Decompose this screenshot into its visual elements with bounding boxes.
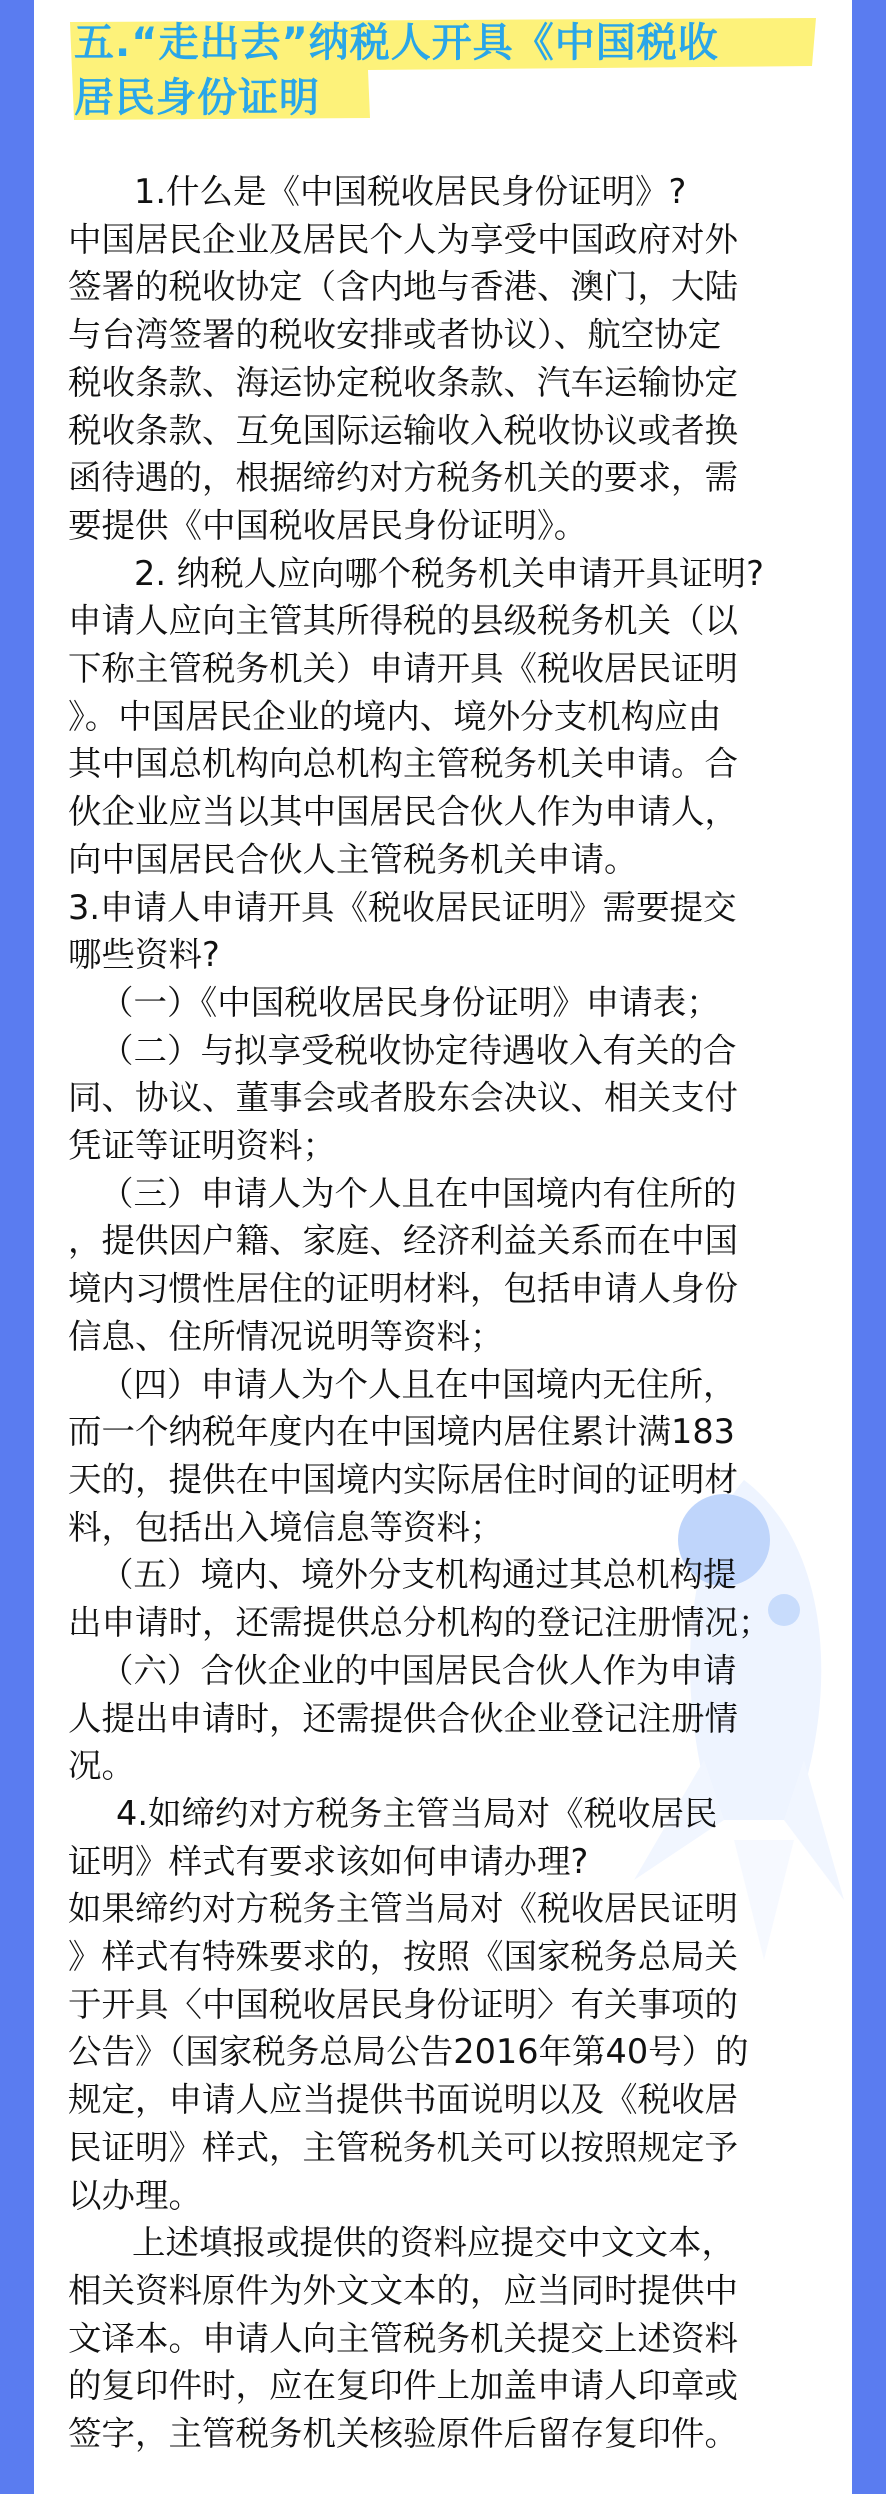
text-line: 而一个纳税年度内在中国境内居住累计满183: [68, 1412, 735, 1452]
text-line: 如果缔约对方税务主管当局对《税收居民证明: [68, 1889, 738, 1929]
list-item: （三）申请人为个人且在中国境内有住所的: [100, 1173, 737, 1213]
text-line: 签署的税收协定（含内地与香港、澳门，大陆: [68, 267, 738, 307]
heading-line-1: 五.“走出去”纳税人开具《中国税收: [74, 20, 719, 66]
section-heading: [68, 14, 848, 126]
text-line: 函待遇的，根据缔约对方税务机关的要求，需: [68, 458, 738, 498]
heading-line-2: 居民身份证明: [74, 75, 320, 121]
text-line: 相关资料原件为外文文本的，应当同时提供中: [68, 2270, 738, 2310]
text-line: 出申请时，还需提供总分机构的登记注册情况；: [68, 1603, 772, 1643]
list-item: （五）境内、境外分支机构通过其总机构提: [100, 1555, 737, 1595]
text-line: 哪些资料?: [68, 935, 220, 975]
text-line: 要提供《中国税收居民身份证明》。: [68, 505, 588, 545]
text-line: 的复印件时，应在复印件上加盖申请人印章或: [68, 2366, 738, 2406]
text-line: 人提出申请时，还需提供合伙企业登记注册情: [68, 1698, 738, 1738]
text-line: 以办理。: [68, 2175, 202, 2215]
text-line: 下称主管税务机关）申请开具《税收居民证明: [68, 649, 738, 689]
text-line: 税收条款、海运协定税收条款、汽车运输协定: [68, 362, 738, 402]
list-item: （二）与拟享受税收协定待遇收入有关的合: [100, 1030, 737, 1070]
text-line: 天的，提供在中国境内实际居住时间的证明材: [68, 1459, 738, 1499]
text-line: 签字，主管税务机关核验原件后留存复印件。: [68, 2414, 738, 2454]
text-line: 向中国居民合伙人主管税务机关申请。: [68, 839, 638, 879]
question-heading: 2. 纳税人应向哪个税务机关申请开具证明?: [134, 553, 764, 593]
heading-title: [68, 14, 848, 126]
text-line: 同、协议、董事会或者股东会决议、相关支付: [68, 1078, 738, 1118]
text-line: 规定，申请人应当提供书面说明以及《税收居: [68, 2080, 738, 2120]
text-line: 文译本。申请人向主管税务机关提交上述资料: [68, 2318, 738, 2358]
question-heading: 1.什么是《中国税收居民身份证明》?: [134, 172, 687, 211]
list-item: （一）《中国税收居民身份证明》申请表；: [100, 982, 720, 1022]
list-item: （六）合伙企业的中国居民合伙人作为申请: [100, 1650, 737, 1690]
document-body: [68, 168, 848, 2458]
text-line: 与台湾签署的税收安排或者协议）、航空协定: [68, 315, 722, 355]
text-line: 上述填报或提供的资料应提交中文文本，: [132, 2223, 735, 2263]
text-line: 税收条款、互免国际运输收入税收协议或者换: [68, 410, 738, 450]
text-line: 中国居民企业及居民个人为享受中国政府对外: [68, 219, 738, 259]
text-line: 境内习惯性居住的证明材料，包括申请人身份: [68, 1269, 738, 1309]
text-line: 料，包括出入境信息等资料；: [68, 1507, 504, 1547]
text-line: 况。: [68, 1746, 135, 1786]
text-line: 申请人应向主管其所得税的县级税务机关（以: [68, 601, 738, 641]
text-line: 其中国总机构向总机构主管税务机关申请。合: [68, 744, 738, 784]
text-line: 》。中国居民企业的境内、境外分支机构应由: [68, 696, 722, 736]
text-line: 公告》（国家税务总局公告2016年第40号）的: [68, 2032, 749, 2072]
text-line: 伙企业应当以其中国居民合伙人作为申请人，: [68, 792, 738, 832]
text-line: 》样式有特殊要求的，按照《国家税务总局关: [68, 1937, 738, 1977]
text-line: 于开具〈中国税收居民身份证明〉有关事项的: [68, 1984, 738, 2024]
question-heading: 3.申请人申请开具《税收居民证明》需要提交: [68, 887, 737, 927]
question-heading: 4.如缔约对方税务主管当局对《税收居民: [116, 1793, 718, 1833]
text-line: 证明》样式有要求该如何申请办理?: [68, 1841, 589, 1881]
text-line: ，提供因户籍、家庭、经济利益关系而在中国: [68, 1221, 738, 1261]
list-item: （四）申请人为个人且在中国境内无住所，: [100, 1364, 737, 1404]
text-line: 凭证等证明资料；: [68, 1126, 336, 1166]
document-page: [34, 0, 852, 2494]
text-line: 民证明》样式，主管税务机关可以按照规定予: [68, 2127, 738, 2167]
text-line: 信息、住所情况说明等资料；: [68, 1316, 504, 1356]
